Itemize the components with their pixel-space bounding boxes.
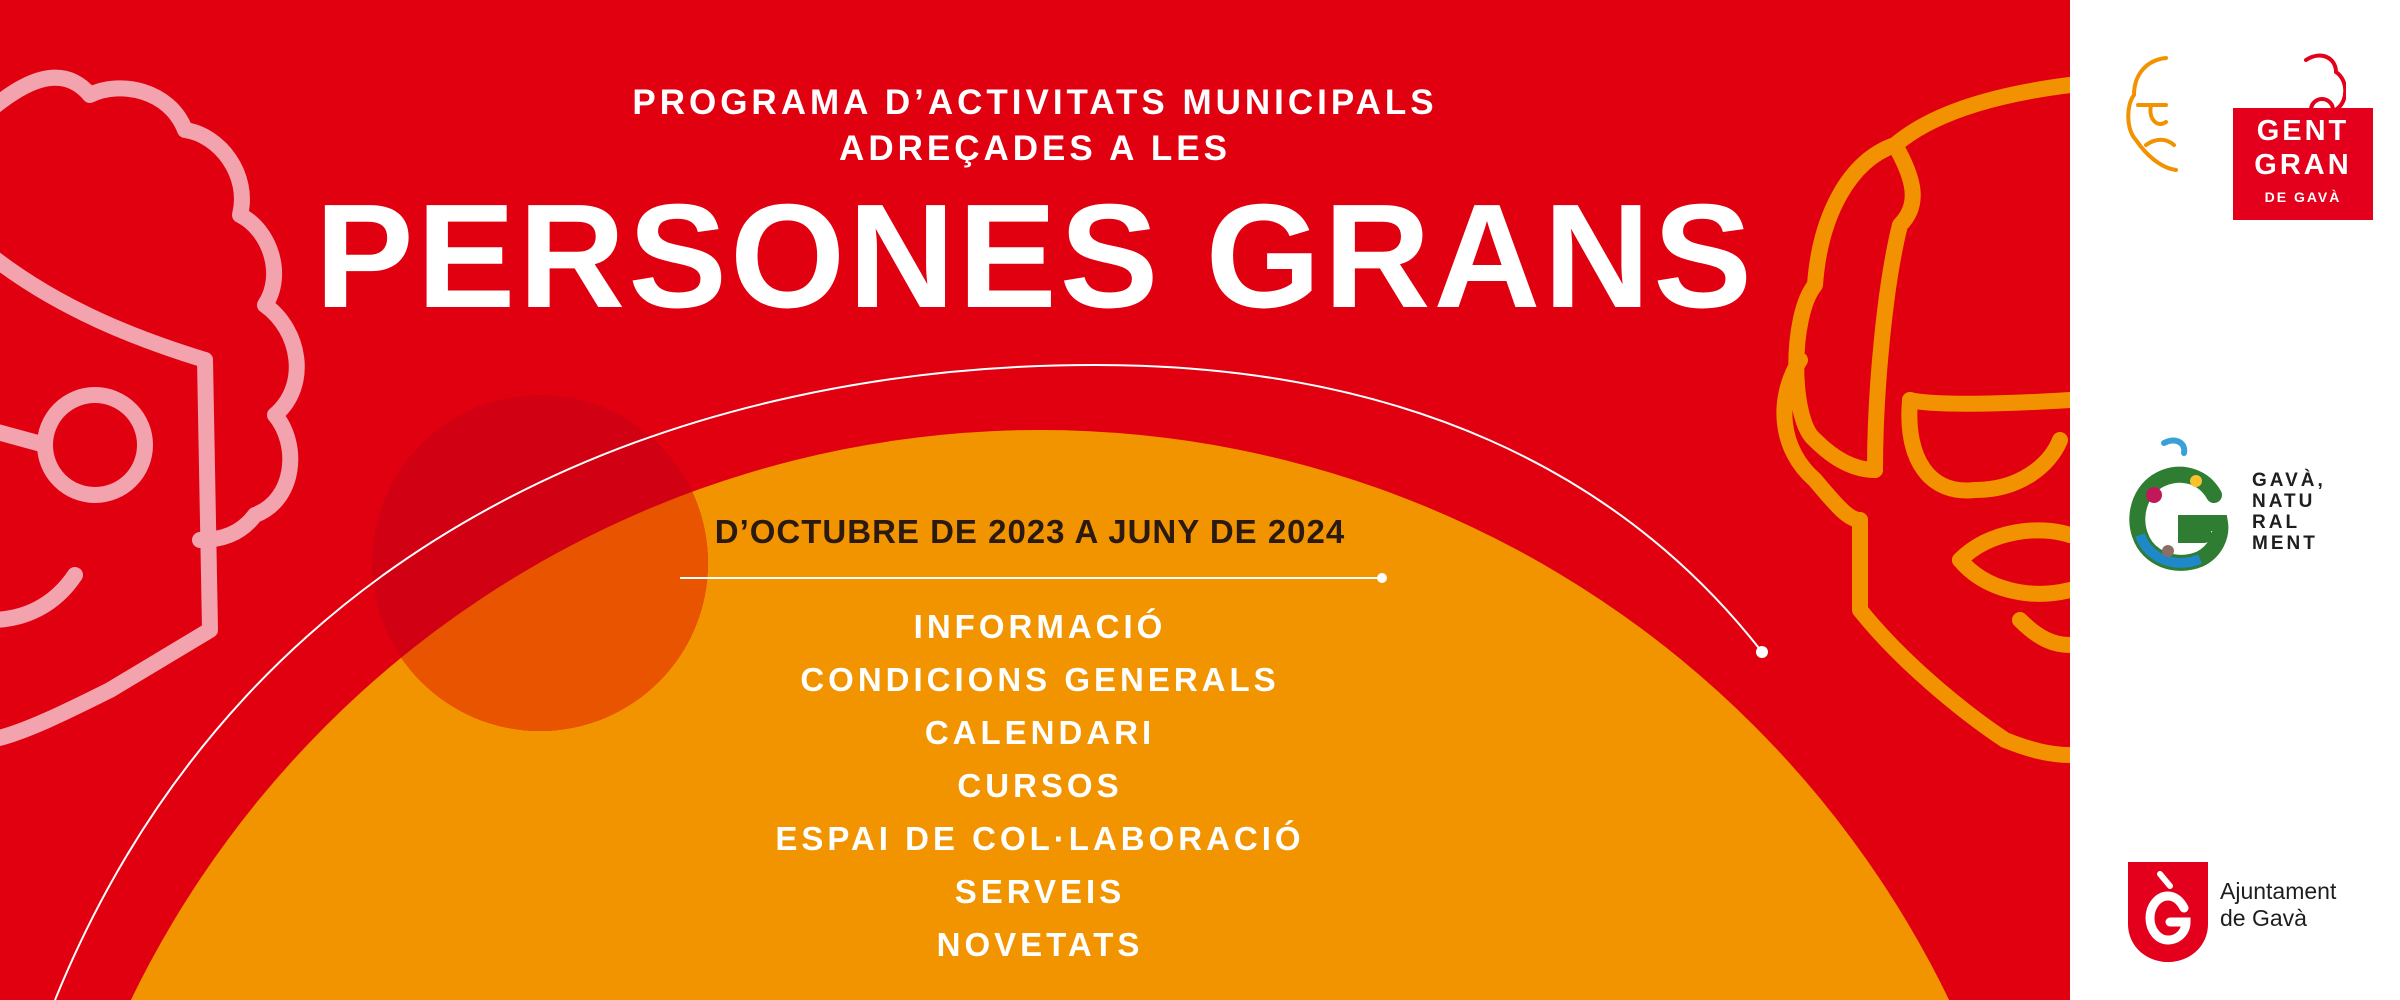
ajuntament-shield-icon [2128,862,2208,962]
gava-naturalment-wordmark: GAVÀ, NATU RAL MENT [2252,470,2326,554]
menu-item-espai-collaboracio[interactable]: ESPAI DE COL·LABORACIÓ [775,820,1305,857]
menu-item-serveis[interactable]: SERVEIS [954,873,1126,910]
section-menu [740,600,1340,971]
logo-sidebar [2070,0,2400,1000]
ajuntament-wordmark: Ajuntament de Gavà [2220,878,2337,931]
menu-item-novetats[interactable]: NOVETATS [936,926,1144,963]
intro-line-1: PROGRAMA D’ACTIVITATS MUNICIPALS [632,83,1438,122]
menu-item-condicions-generals[interactable]: CONDICIONS GENERALS [800,661,1280,698]
menu-item-calendari[interactable]: CALENDARI [924,714,1156,751]
intro-line-2: ADREÇADES A LES [839,129,1231,168]
menu-item-informacio[interactable]: INFORMACIÓ [913,608,1167,645]
menu-item-cursos[interactable]: CURSOS [957,767,1123,804]
gent-gran-wordmark: GENT GRAN DE GAVÀ [2233,108,2373,220]
gent-gran-logo [2126,50,2352,205]
gava-naturalment-icon [2124,435,2234,575]
page-title: PERSONES GRANS [314,174,1756,339]
date-range: D’OCTUBRE DE 2023 A JUNY DE 2024 [714,513,1346,550]
